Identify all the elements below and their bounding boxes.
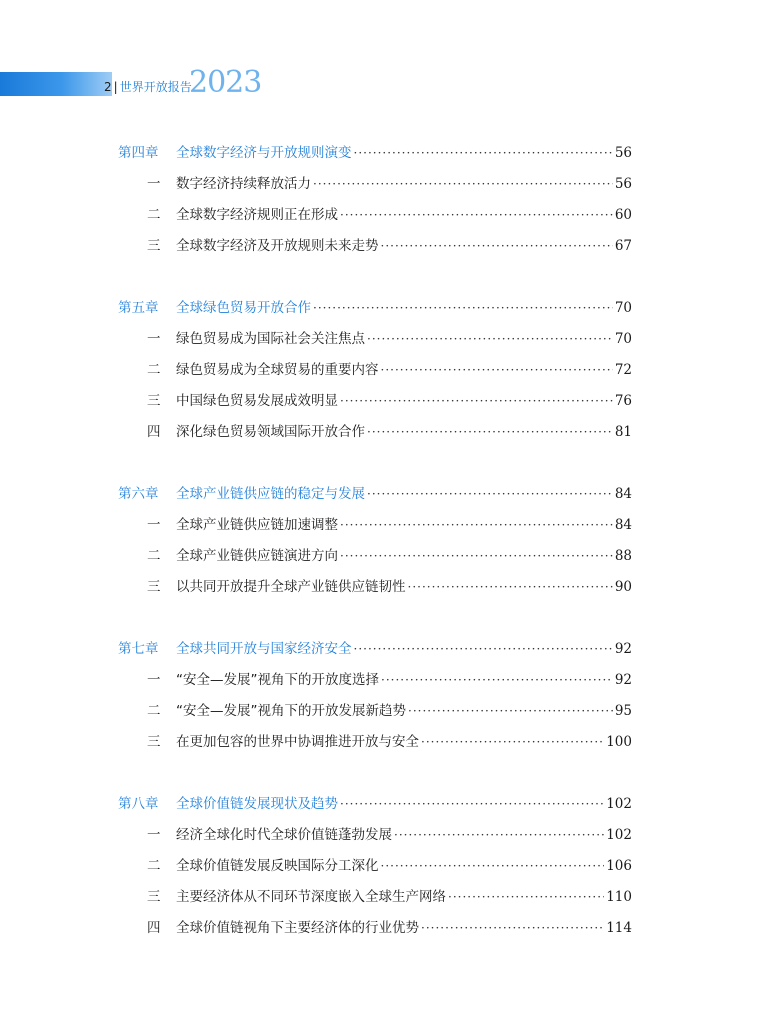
section-number: 四 — [147, 424, 161, 440]
dot-leader — [340, 391, 613, 411]
toc-section-entry[interactable] — [118, 515, 632, 535]
page-ref: 92 — [614, 672, 632, 688]
chapter-title: 全球产业链供应链的稳定与发展 — [176, 486, 365, 502]
dot-leader — [313, 174, 613, 194]
section-title: 全球数字经济及开放规则未来走势 — [176, 238, 379, 254]
chapter-title: 全球共同开放与国家经济安全 — [176, 641, 352, 657]
section-number: 三 — [147, 238, 161, 254]
toc-section-entry[interactable] — [118, 918, 632, 938]
header-separator: | — [113, 80, 118, 94]
section-title: 绿色贸易成为全球贸易的重要内容 — [176, 362, 379, 378]
toc-entry-label — [118, 422, 365, 442]
section-title: “安全—发展”视角下的开放度选择 — [176, 672, 379, 688]
toc-section-entry[interactable] — [118, 887, 632, 907]
toc-section-entry[interactable] — [118, 205, 632, 225]
toc-entry-label — [118, 143, 352, 163]
section-number: 一 — [147, 827, 161, 843]
section-title: 全球产业链供应链演进方向 — [176, 548, 338, 564]
page-ref: 56 — [614, 176, 632, 192]
chapter-number: 第六章 — [118, 486, 159, 502]
dot-leader — [381, 856, 605, 876]
toc-chapter-entry[interactable] — [118, 639, 632, 659]
page-ref: 102 — [606, 796, 632, 812]
section-title: 以共同开放提升全球产业链供应链韧性 — [176, 579, 406, 595]
page-ref: 100 — [606, 734, 632, 750]
page-ref: 106 — [606, 858, 632, 874]
toc-section-entry[interactable] — [118, 732, 632, 752]
toc-entry-label — [118, 360, 379, 380]
toc-entry-label — [118, 298, 311, 318]
toc-section-entry[interactable] — [118, 236, 632, 256]
page-ref: 70 — [614, 300, 632, 316]
section-number: 二 — [147, 703, 161, 719]
toc-entry-label — [118, 236, 379, 256]
section-title: 在更加包容的世界中协调推进开放与安全 — [176, 734, 419, 750]
toc-chapter-entry[interactable] — [118, 484, 632, 504]
section-number: 三 — [147, 393, 161, 409]
dot-leader — [394, 825, 604, 845]
chapter-title: 全球数字经济与开放规则演变 — [176, 145, 352, 161]
toc-section-entry[interactable] — [118, 422, 632, 442]
page-ref: 92 — [614, 641, 632, 657]
dot-leader — [340, 515, 613, 535]
toc-chapter-entry[interactable] — [118, 143, 632, 163]
toc-section-entry[interactable] — [118, 701, 632, 721]
dot-leader — [354, 639, 613, 659]
section-title: 全球数字经济规则正在形成 — [176, 207, 338, 223]
dot-leader — [381, 236, 613, 256]
page-ref: 67 — [614, 238, 632, 254]
dot-leader — [340, 794, 604, 814]
chapter-number: 第七章 — [118, 641, 159, 657]
section-number: 四 — [147, 920, 161, 936]
section-number: 三 — [147, 734, 161, 750]
page-ref: 114 — [606, 920, 632, 936]
page-ref: 88 — [614, 548, 632, 564]
dot-leader — [354, 143, 613, 163]
toc-section-entry[interactable] — [118, 329, 632, 349]
toc-section-entry[interactable] — [118, 577, 632, 597]
toc-section-entry[interactable] — [118, 856, 632, 876]
page-ref: 56 — [614, 145, 632, 161]
chapter-number: 第四章 — [118, 145, 159, 161]
page-number: 2 — [104, 80, 112, 94]
toc-entry-label — [118, 639, 352, 659]
toc-entry-label — [118, 546, 338, 566]
dot-leader — [367, 484, 613, 504]
toc-entry-label — [118, 794, 338, 814]
section-title: 全球价值链视角下主要经济体的行业优势 — [176, 920, 419, 936]
section-number: 三 — [147, 889, 161, 905]
page-ref: 84 — [614, 517, 632, 533]
section-number: 二 — [147, 548, 161, 564]
toc-entry-label — [118, 918, 419, 938]
section-title: 中国绿色贸易发展成效明显 — [176, 393, 338, 409]
running-header — [104, 78, 192, 95]
toc-entry-label — [118, 856, 379, 876]
page-ref: 95 — [614, 703, 632, 719]
toc-entry-label — [118, 701, 406, 721]
section-title: 绿色贸易成为国际社会关注焦点 — [176, 331, 365, 347]
dot-leader — [421, 732, 604, 752]
section-title: 数字经济持续释放活力 — [176, 176, 311, 192]
toc-entry-label — [118, 825, 392, 845]
toc-entry-label — [118, 391, 338, 411]
dot-leader — [421, 918, 604, 938]
dot-leader — [367, 329, 613, 349]
dot-leader — [340, 205, 613, 225]
section-title: 全球产业链供应链加速调整 — [176, 517, 338, 533]
section-title: 全球价值链发展反映国际分工深化 — [176, 858, 379, 874]
page-ref: 60 — [614, 207, 632, 223]
dot-leader — [313, 298, 613, 318]
page-ref: 90 — [614, 579, 632, 595]
chapter-number: 第八章 — [118, 796, 159, 812]
page-ref: 81 — [614, 424, 632, 440]
dot-leader — [367, 422, 613, 442]
section-title: 主要经济体从不同环节深度嵌入全球生产网络 — [176, 889, 446, 905]
dot-leader — [408, 701, 613, 721]
section-number: 二 — [147, 362, 161, 378]
dot-leader — [448, 887, 604, 907]
toc-entry-label — [118, 670, 379, 690]
header-accent-bar — [0, 72, 112, 96]
toc-chapter-entry[interactable] — [118, 794, 632, 814]
section-number: 一 — [147, 517, 161, 533]
chapter-number: 第五章 — [118, 300, 159, 316]
section-title: 深化绿色贸易领域国际开放合作 — [176, 424, 365, 440]
toc-entry-label — [118, 205, 338, 225]
book-title: 世界开放报告 — [119, 80, 192, 94]
toc-section-entry[interactable] — [118, 546, 632, 566]
toc-chapter-entry[interactable] — [118, 298, 632, 318]
page-ref: 102 — [606, 827, 632, 843]
chapter-title: 全球价值链发展现状及趋势 — [176, 796, 338, 812]
dot-leader — [340, 546, 613, 566]
page-ref: 110 — [606, 889, 632, 905]
toc-section-entry[interactable] — [118, 670, 632, 690]
toc-section-entry[interactable] — [118, 360, 632, 380]
section-number: 三 — [147, 579, 161, 595]
toc-entry-label — [118, 484, 365, 504]
toc-entry-label — [118, 515, 338, 535]
page-ref: 84 — [614, 486, 632, 502]
chapter-title: 全球绿色贸易开放合作 — [176, 300, 311, 316]
page-ref: 70 — [614, 331, 632, 347]
section-number: 一 — [147, 176, 161, 192]
section-number: 二 — [147, 858, 161, 874]
toc-section-entry[interactable] — [118, 391, 632, 411]
header-year: 2023 — [189, 65, 262, 100]
section-number: 一 — [147, 331, 161, 347]
toc-section-entry[interactable] — [118, 825, 632, 845]
dot-leader — [381, 360, 613, 380]
toc-section-entry[interactable] — [118, 174, 632, 194]
section-title: “安全—发展”视角下的开放发展新趋势 — [176, 703, 406, 719]
page-ref: 76 — [614, 393, 632, 409]
section-number: 一 — [147, 672, 161, 688]
toc-entry-label — [118, 329, 365, 349]
dot-leader — [381, 670, 613, 690]
toc-entry-label — [118, 174, 311, 194]
toc-entry-label — [118, 887, 446, 907]
section-title: 经济全球化时代全球价值链蓬勃发展 — [176, 827, 392, 843]
page-ref: 72 — [614, 362, 632, 378]
dot-leader — [408, 577, 613, 597]
toc-entry-label — [118, 732, 419, 752]
toc-entry-label — [118, 577, 406, 597]
section-number: 二 — [147, 207, 161, 223]
